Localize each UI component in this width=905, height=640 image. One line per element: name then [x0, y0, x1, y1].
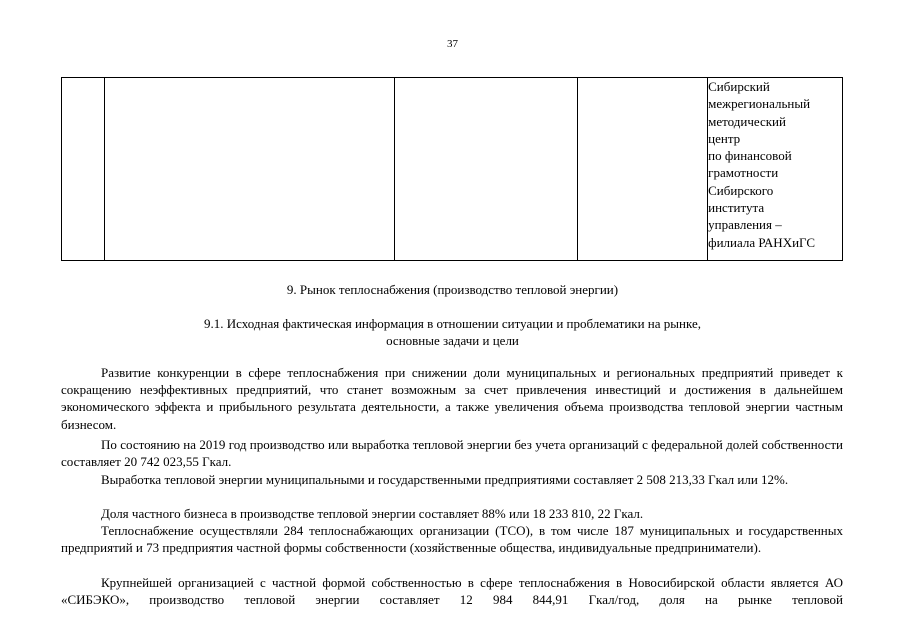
executor-line: методический	[708, 113, 786, 129]
paragraph: Крупнейшей организацией с частной формой собственностью в сфере теплоснабжения в Новосибирской области является АО «СИБЭКО», производство тепловой энергии составляет 12 984 844,91 Гкал/год, доля на рынке тепловой	[61, 575, 843, 608]
section-title: 9. Рынок теплоснабжения (производство тепловой энергии)	[286, 282, 619, 297]
subtitle-line-2: основные задачи и цели	[386, 333, 519, 348]
page-number: 37	[447, 38, 458, 50]
executor-line: управления –	[708, 217, 782, 233]
executor-line: грамотности	[708, 165, 779, 181]
paragraph: Доля частного бизнеса в производстве тепловой энергии составляет 88% или 18 233 810, 22 Гкал.	[101, 506, 644, 521]
executor-line: межрегиональный	[708, 96, 811, 112]
table-cell-deadline	[395, 78, 578, 261]
executor-line: Сибирский	[708, 79, 770, 94]
executor-line: по финансовой	[708, 148, 792, 164]
executor-line: института	[708, 200, 765, 216]
paragraph: По состоянию на 2019 год производство или выработка тепловой энергии без учета организаций с федеральной долей собственности составляет 20 742 023,55 Гкал.	[61, 437, 843, 470]
paragraph: Теплоснабжение осуществляли 284 теплоснабжающих организации (ТСО), в том числе 187 муниципальных и государственных предприятий и 73 предприятия частной формы собственности (хозяйственные общества, индивидуальные предприниматели).	[61, 523, 843, 556]
subtitle-line-1: 9.1. Исходная фактическая информация в отношении ситуации и проблематики на рынке,	[204, 316, 701, 331]
executor-line: центр	[708, 130, 741, 146]
organizations-table	[61, 77, 843, 261]
executor-line: Сибирского	[708, 182, 774, 198]
paragraph: Выработка тепловой энергии муниципальными и государственными предприятиями составляет 2 508 213,33 Гкал или 12%.	[101, 472, 789, 487]
paragraph: Развитие конкуренции в сфере теплоснабжения при снижении доли муниципальных и региональных предприятий приведет к сокращению неэффективных предприятий, что станет возможным за счет привлечения инвестиций и достижения в дальнейшем экономического эффекта и прибыльного результата деятельности, а также увеличения объема производства тепловой энергии частным бизнесом.	[61, 365, 843, 432]
table-row	[62, 78, 843, 261]
table-cell-result	[577, 78, 707, 261]
table-cell-measure	[104, 78, 394, 261]
executor-line: филиала РАНХиГС	[708, 234, 816, 250]
table-cell-executor	[708, 78, 843, 261]
table-cell-number	[62, 78, 105, 261]
section-subtitle	[0, 315, 905, 349]
